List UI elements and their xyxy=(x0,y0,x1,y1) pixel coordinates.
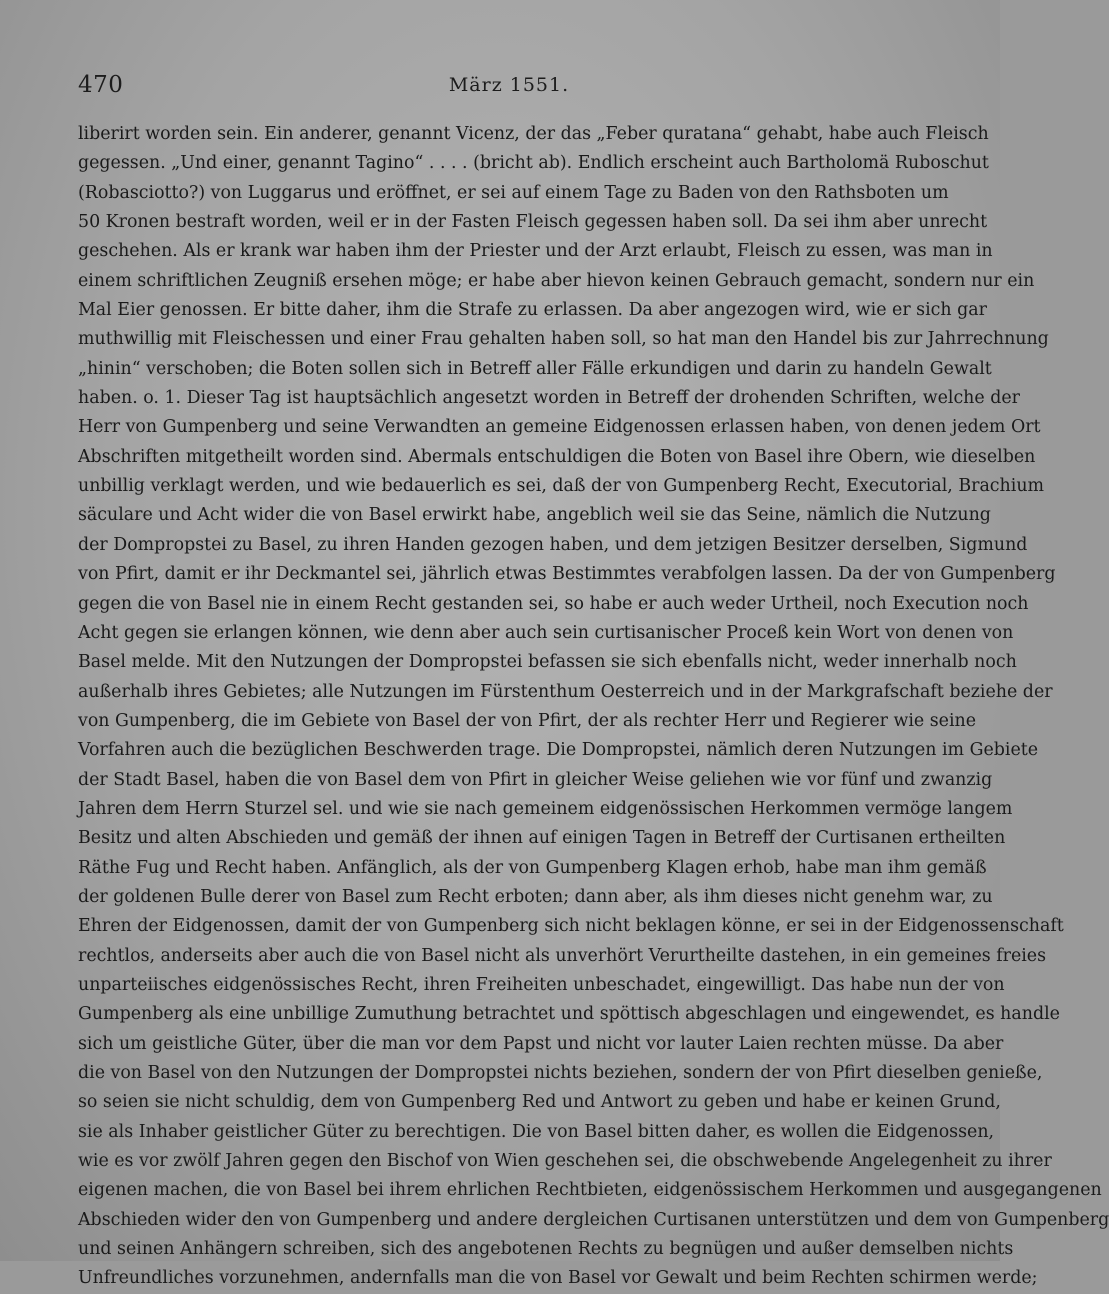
text-line: Gumpenberg als eine unbillige Zumuthung betrachtet und spöttisch abgeschlagen und eingewendet, es handle xyxy=(78,1004,1060,1025)
text-line: Jahren dem Herrn Sturzel sel. und wie sie nach gemeinem eidgenössischen Herkommen vermöge langem xyxy=(78,798,1013,819)
text-line: muthwillig mit Fleischessen und einer Frau gehalten haben soll, so hat man den Handel bis zur Jahrrechnung xyxy=(78,329,1049,350)
text-line: gegessen. „Und einer, genannt Tagino“ . . . . (bricht ab). Endlich erscheint auch Bartholomä Ruboschut xyxy=(78,153,989,174)
text-line: haben. o. 1. Dieser Tag ist hauptsächlich angesetzt worden in Betreff der drohenden Schriften, welche der xyxy=(78,388,1020,409)
text-line: Herr von Gumpenberg und seine Verwandten an gemeine Eidgenossen erlassen haben, von denen jedem Ort xyxy=(78,417,1041,438)
text-line: (Robasciotto?) von Luggarus und eröffnet, er sei auf einem Tage zu Baden von den Rathsboten um xyxy=(78,182,949,203)
text-line: Räthe Fug und Recht haben. Anfänglich, als der von Gumpenberg Klagen erhob, habe man ihm gemäß xyxy=(78,857,987,878)
page-number: 470 xyxy=(78,72,124,98)
text-line: außerhalb ihres Gebietes; alle Nutzungen im Fürstenthum Oesterreich und in der Markgrafschaft beziehe der xyxy=(78,681,1053,702)
text-line: von Gumpenberg, die im Gebiete von Basel der von Pfirt, der als rechter Herr und Regierer wie seine xyxy=(78,710,976,731)
text-line: eigenen machen, die von Basel bei ihrem ehrlichen Rechtbieten, eidgenössischem Herkommen und ausgegangenen xyxy=(78,1180,1102,1201)
text-line: von Pfirt, damit er ihr Deckmantel sei, jährlich etwas Bestimmtes verabfolgen lassen. Da der von Gumpenberg xyxy=(78,564,1056,585)
text-line: 50 Kronen bestraft worden, weil er in der Fasten Fleisch gegessen haben soll. Da sei ihm aber unrecht xyxy=(78,212,988,233)
body-text xyxy=(78,120,1109,1294)
text-line: und seinen Anhängern schreiben, sich des angebotenen Rechts zu begnügen und außer demselben nichts xyxy=(78,1239,1014,1260)
text-line: der goldenen Bulle derer von Basel zum Recht erboten; dann aber, als ihm dieses nicht genehm war, zu xyxy=(78,886,993,907)
text-line: Vorfahren auch die bezüglichen Beschwerden trage. Die Dompropstei, nämlich deren Nutzungen im Gebiete xyxy=(78,740,1039,761)
text-line: liberirt worden sein. Ein anderer, genannt Vicenz, der das „Feber quratana“ gehabt, habe auch Fleisch xyxy=(78,124,989,144)
text-line: Mal Eier genossen. Er bitte daher, ihm die Strafe zu erlassen. Da aber angezogen wird, wie er sich gar xyxy=(78,300,987,321)
text-line: Besitz und alten Abschieden und gemäß der ihnen auf einigen Tagen in Betreff der Curtisanen ertheilten xyxy=(78,828,1006,849)
page-header xyxy=(78,72,940,106)
text-line: der Dompropstei zu Basel, zu ihren Handen gezogen haben, und dem jetzigen Besitzer derselben, Sigmund xyxy=(78,534,1028,555)
text-line: gegen die von Basel nie in einem Recht gestanden sei, so habe er auch weder Urtheil, noch Execution noch xyxy=(78,593,1029,614)
running-title: März 1551. xyxy=(448,74,570,96)
text-line: die von Basel von den Nutzungen der Dompropstei nichts beziehen, sondern der von Pfirt dieselben genieße, xyxy=(78,1063,1043,1083)
text-line: der Stadt Basel, haben die von Basel dem von Pfirt in gleicher Weise geliehen wie vor fünf und zwanzig xyxy=(78,769,993,790)
text-line: wie es vor zwölf Jahren gegen den Bischof von Wien geschehen sei, die obschwebende Angelegenheit zu ihrer xyxy=(78,1151,1052,1172)
text-line: sich um geistliche Güter, über die man vor dem Papst und nicht vor lauter Laien rechten müsse. Da aber xyxy=(78,1033,1004,1054)
text-line: Ehren der Eidgenossen, damit der von Gumpenberg sich nicht beklagen könne, er sei in der Eidgenossenschaft xyxy=(78,916,1064,937)
text-line: unbillig verklagt werden, und wie bedauerlich es sei, daß der von Gumpenberg Recht, Executorial, Brachium xyxy=(78,476,1045,497)
text-line: Abschriften mitgetheilt worden sind. Abermals entschuldigen die Boten von Basel ihre Obern, wie dieselben xyxy=(78,446,1036,467)
text-line: säculare und Acht wider die von Basel erwirkt habe, angeblich weil sie das Seine, nämlich die Nutzung xyxy=(78,505,991,526)
text-line: Abschieden wider den von Gumpenberg und andere dergleichen Curtisanen unterstützen und dem von Gumpenberg xyxy=(78,1209,1109,1230)
text-line: Acht gegen sie erlangen können, wie denn aber auch sein curtisanischer Proceß kein Wort von denen von xyxy=(78,622,1014,643)
text-line: Basel melde. Mit den Nutzungen der Dompropstei befassen sie sich ebenfalls nicht, weder innerhalb noch xyxy=(78,652,1017,673)
text-line: einem schriftlichen Zeugniß ersehen möge; er habe aber hievon keinen Gebrauch gemacht, sondern nur ein xyxy=(78,270,1035,291)
text-line: rechtlos, anderseits aber auch die von Basel nicht als unverhört Verurtheilte dastehen, in ein gemeines freies xyxy=(78,945,1047,966)
text-line: geschehen. Als er krank war haben ihm der Priester und der Arzt erlaubt, Fleisch zu essen, was man in xyxy=(78,241,993,262)
text-line: Unfreundliches vorzunehmen, andernfalls man die von Basel vor Gewalt und beim Rechten schirmen werde; xyxy=(78,1268,1038,1289)
text-line: so seien sie nicht schuldig, dem von Gumpenberg Red und Antwort zu geben und habe er keinen Grund, xyxy=(78,1092,1001,1113)
text-line: sie als Inhaber geistlicher Güter zu berechtigen. Die von Basel bitten daher, es wollen die Eidgenossen, xyxy=(78,1121,995,1142)
text-line: unparteiisches eidgenössisches Recht, ihren Freiheiten unbeschadet, eingewilligt. Das habe nun der von xyxy=(78,974,1005,995)
text-line: „hinin“ verschoben; die Boten sollen sich in Betreff aller Fälle erkundigen und darin zu handeln Gewalt xyxy=(78,358,992,379)
